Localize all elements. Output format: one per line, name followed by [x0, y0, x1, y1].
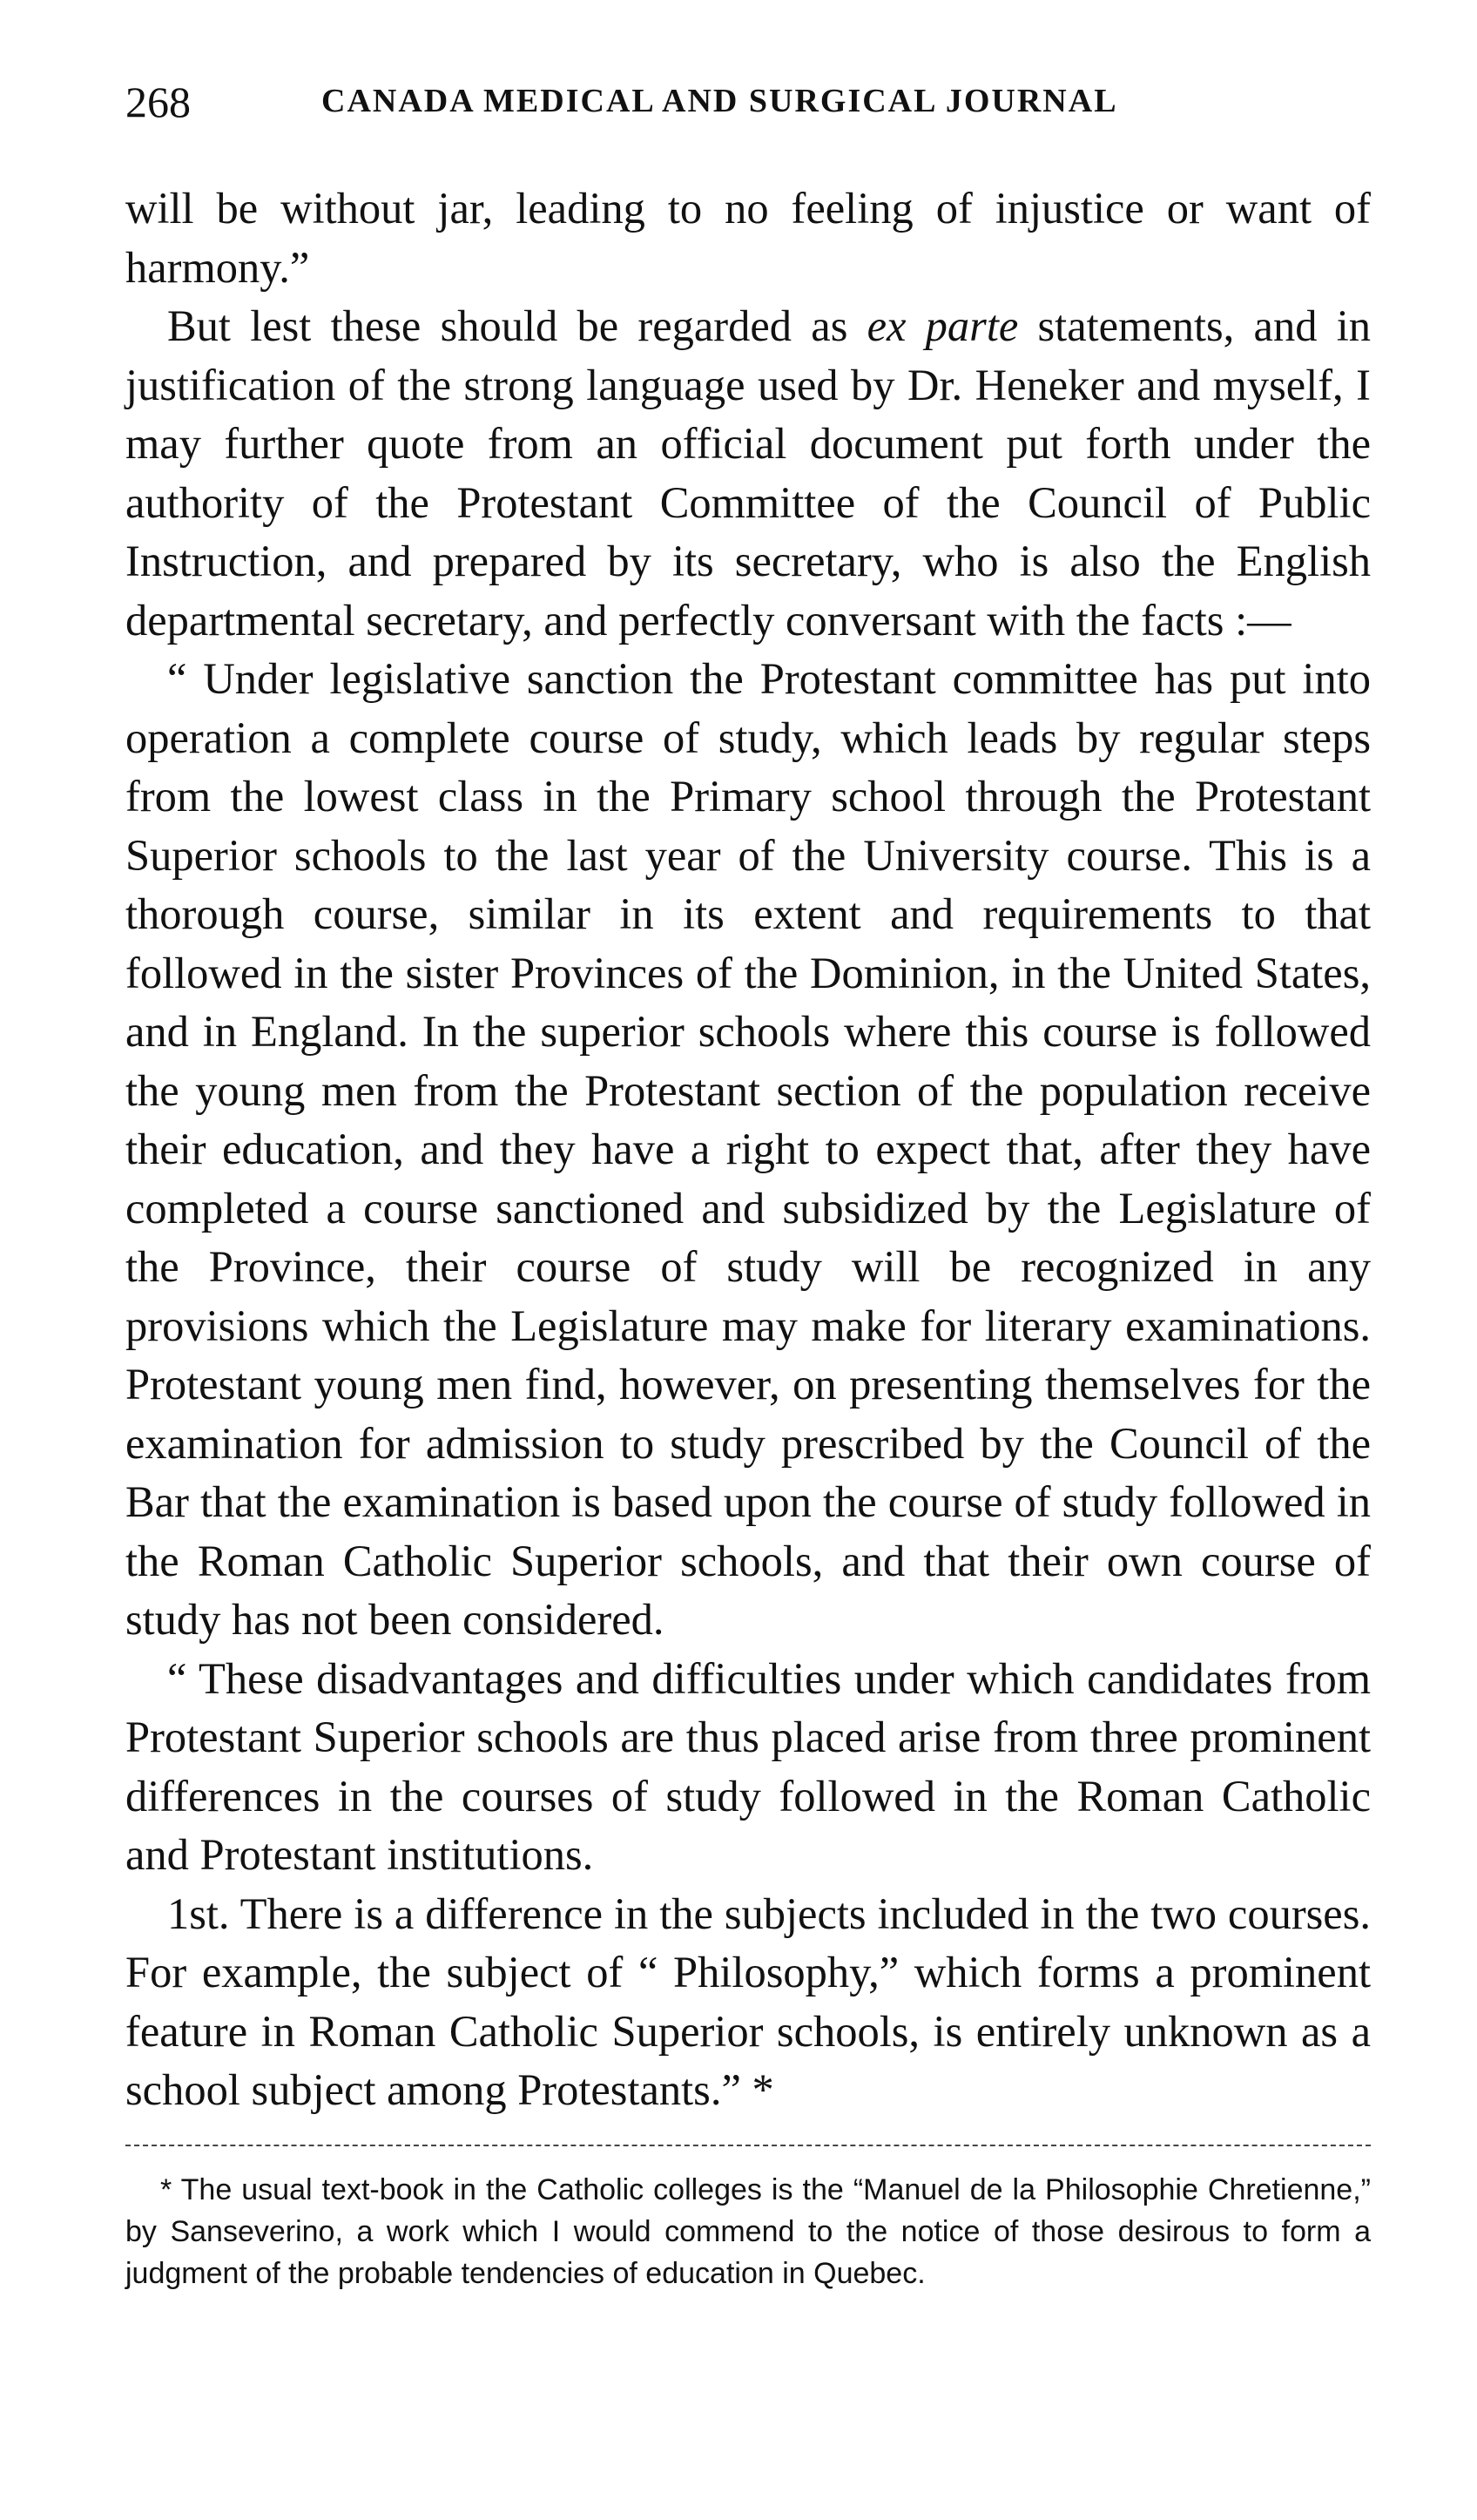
paragraph-1: will be without jar, leading to no feeling of injustice or want of harmony.”	[125, 184, 1371, 292]
paragraph-3-quote: “ Under legislative sanction the Protestant committee has put into operation a complete course of study, which leads by regular steps from the lowest class in the Primary school through the Protestant Superior schools to the last year of the University course. This is a thorough course, similar in its extent and requirements to that followed in the sister Provinces of the Dominion, in the United States, and in England. In the superior schools where this course is followed the young men from the Protestant section of the population receive their education, and they have a right to expect that, after they have completed a course sanctioned and subsidized by the Legislature of the Province, their course of study will be recognized in any provisions which the Legislature may make for literary examinations. Protestant young men find, however, on presenting themselves for the examination for admission to study prescribed by the Council of the Bar that the examination is based upon the course of study followed in the Roman Catholic Superior schools, and that their own course of study has not been considered.	[125, 654, 1371, 1644]
ex-parte-italic: ex parte	[867, 301, 1019, 350]
footnote: * The usual text-book in the Catholic colleges is the “Manuel de la Philosophie Chretienne,” by Sanseverino, a work which I would commend to the notice of those desirous to form a judgment of the probable tendencies of education in Quebec.	[125, 2172, 1371, 2290]
paragraph-2-start: But lest these should be regarded as	[167, 301, 867, 350]
paragraph-2	[125, 297, 1371, 650]
body-text	[125, 179, 1371, 2120]
page-header	[125, 68, 1371, 148]
page-number: 268	[125, 78, 191, 126]
paragraph-2-end: statements, and in justification of the strong language used by Dr. Heneker and myself, I may further quote from an official document put forth under the authority of the Protestant Committee of the Council of Public Instruction, and prepared by its secretary, who is also the English departmental secretary, and perfectly conversant with the facts :—	[125, 301, 1371, 645]
paragraph-5-first-point: 1st. There is a difference in the subjects included in the two courses. For example, the subject of “ Philosophy,” which forms a prominent feature in Roman Catholic Superior schools, is entirely unknown as a school subject among Protestants.” *	[125, 1888, 1371, 2114]
footnote-rule	[125, 2145, 1371, 2146]
journal-page	[125, 68, 1371, 2324]
paragraph-4-quote: “ These disadvantages and difficulties under which candidates from Protestant Superior schools are thus placed arise from three prominent differences in the courses of study followed in the Roman Catholic and Protestant institutions.	[125, 1653, 1371, 1879]
running-head: CANADA MEDICAL AND SURGICAL JOURNAL	[321, 83, 1118, 119]
